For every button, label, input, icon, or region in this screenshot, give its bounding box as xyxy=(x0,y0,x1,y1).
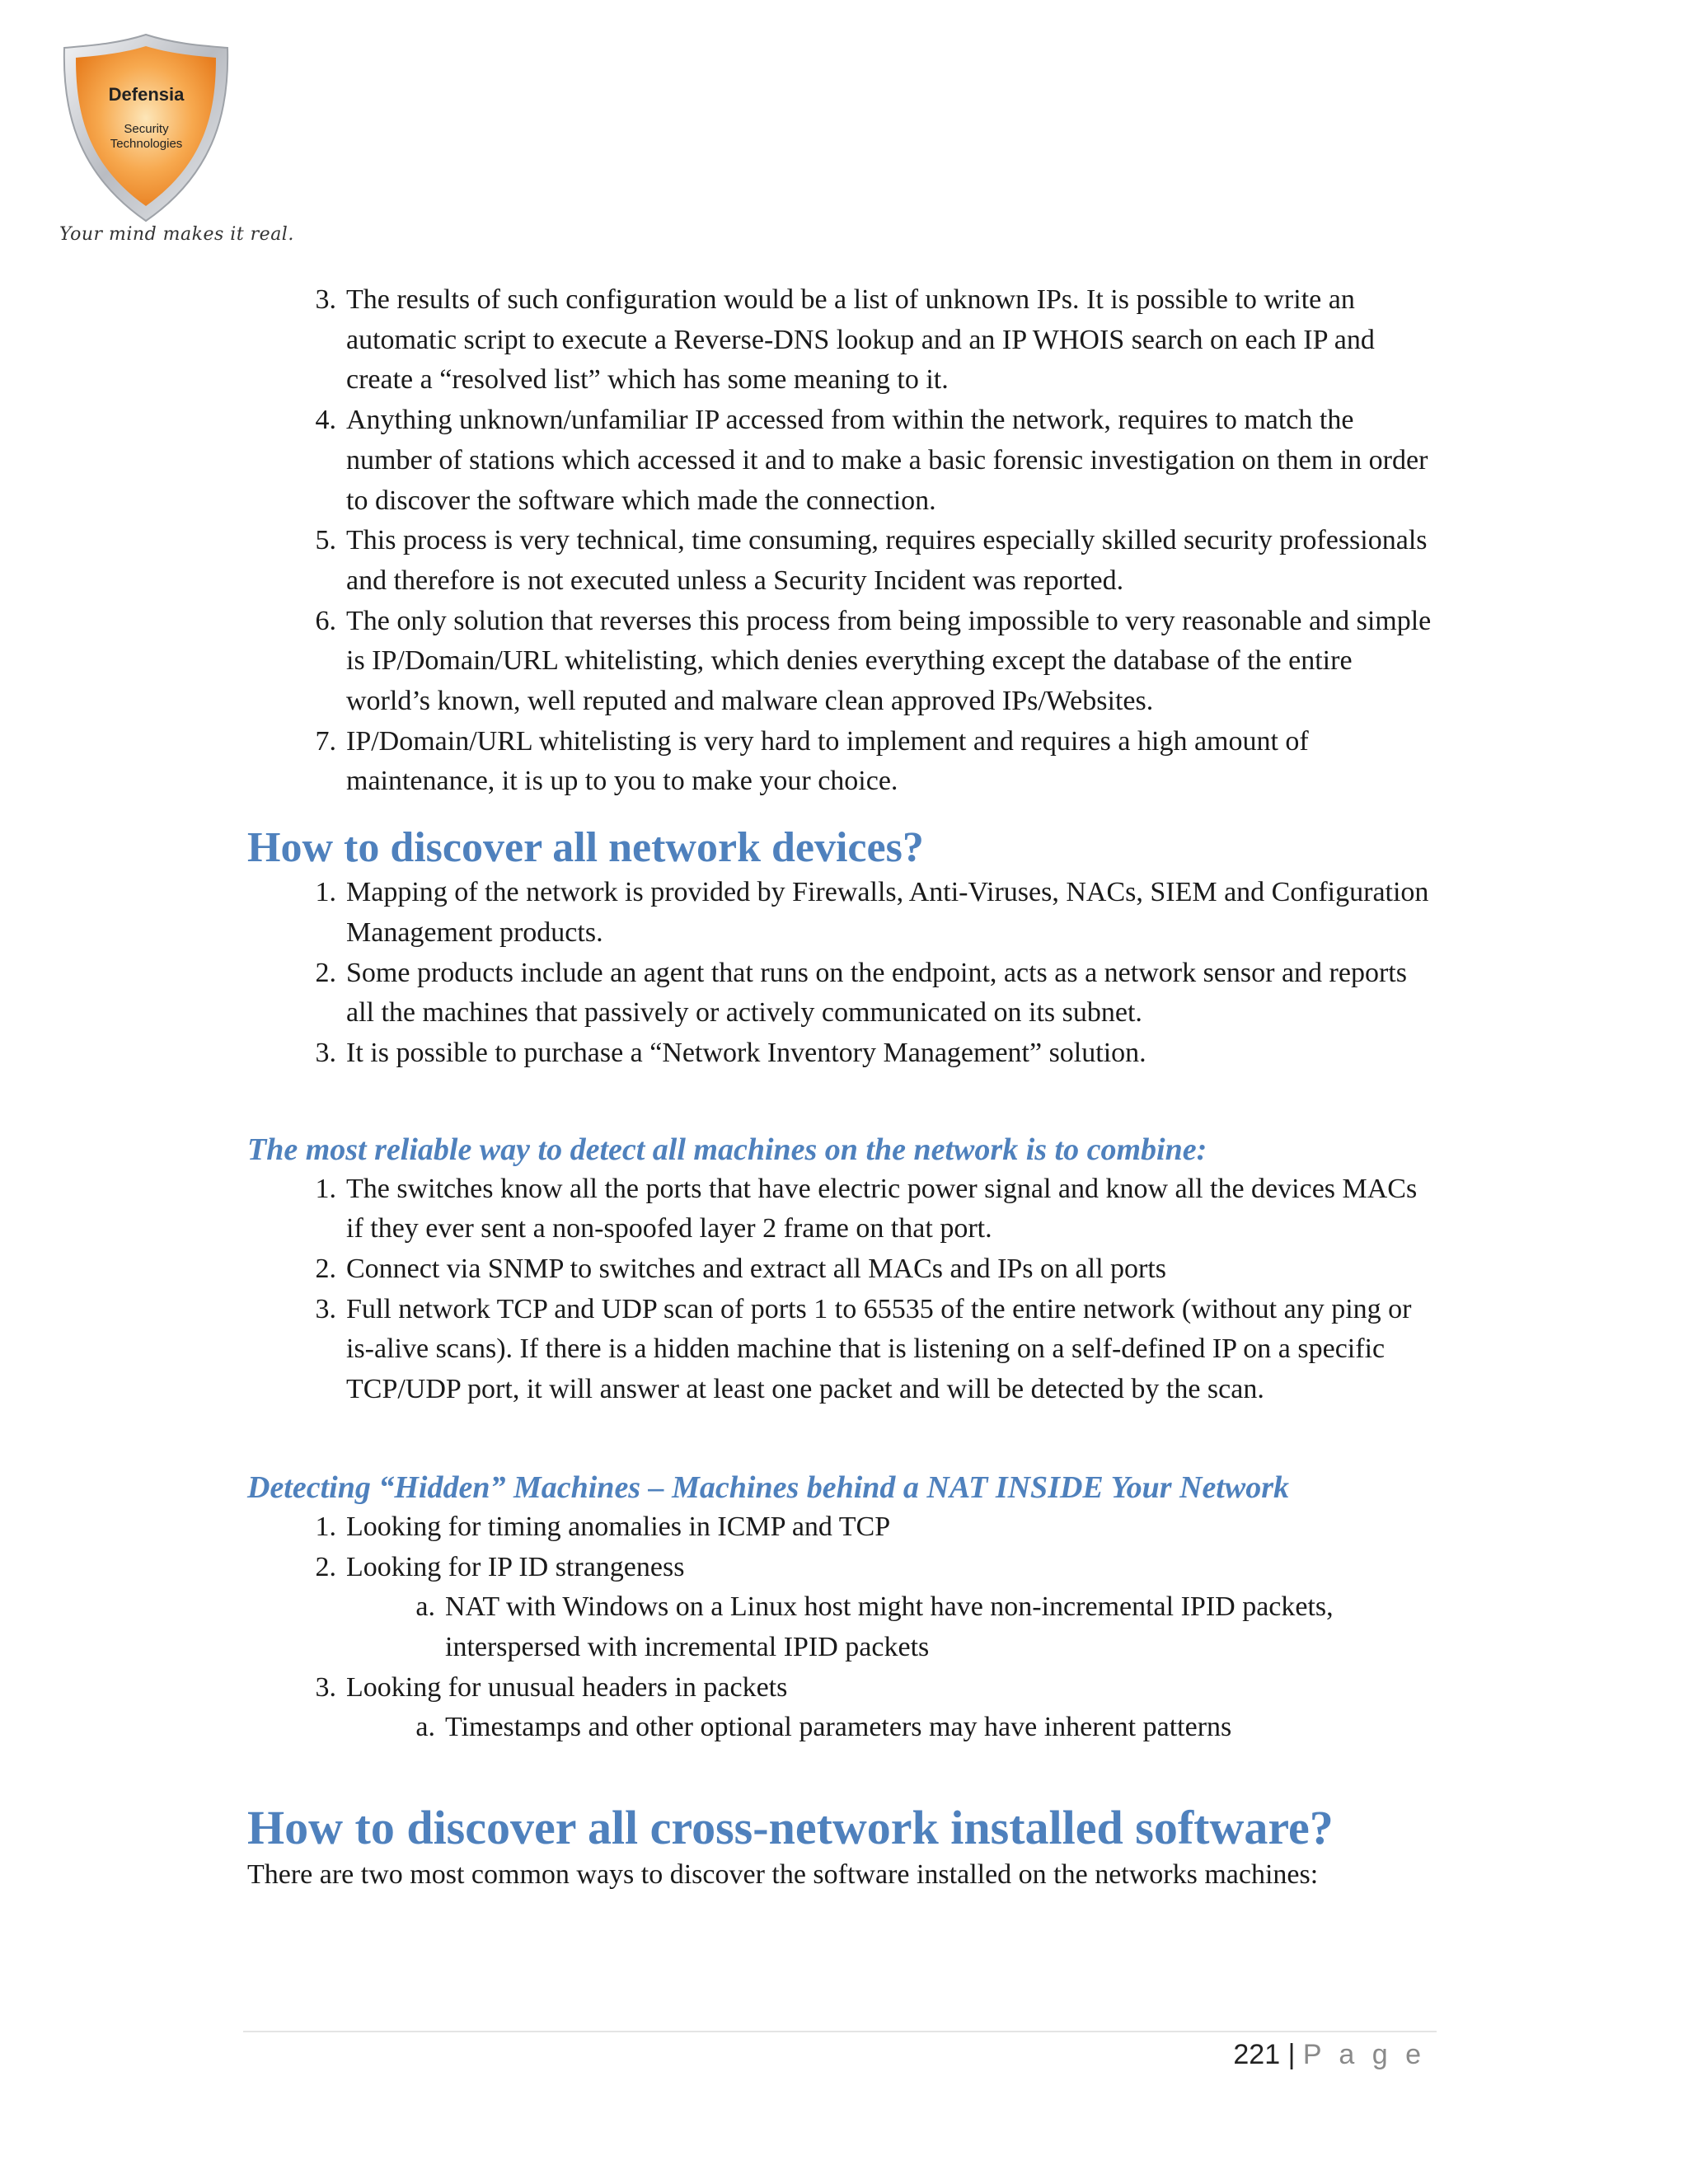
list-number: 1. xyxy=(315,1173,336,1204)
sub-list-text: NAT with Windows on a Linux host might have non-incremental IPID packets, interspersed with incremental IPID packets xyxy=(445,1591,1334,1662)
list-item xyxy=(247,1249,1434,1290)
list-item xyxy=(247,722,1434,802)
list-item xyxy=(247,1169,1434,1249)
list-text: Looking for unusual headers in packets xyxy=(346,1671,788,1703)
list-number: 2. xyxy=(315,957,336,988)
sub-list xyxy=(346,1587,1434,1667)
section-heading-network-devices: How to discover all network devices? xyxy=(247,824,924,872)
page-label: P a g e xyxy=(1302,2039,1426,2070)
sub-list-item xyxy=(346,1587,1434,1667)
list-item xyxy=(247,602,1434,722)
list-text: Looking for timing anomalies in ICMP and TCP xyxy=(346,1511,891,1542)
page-content xyxy=(247,280,1434,1895)
list-text: Mapping of the network is provided by Firewalls, Anti-Viruses, NACs, SIEM and Configuration Management products. xyxy=(346,877,1429,948)
list-number: 1. xyxy=(315,1511,336,1542)
list-item xyxy=(247,521,1434,601)
list-number: 4. xyxy=(315,405,336,436)
list-number: 3. xyxy=(315,1293,336,1324)
list-number: 6. xyxy=(315,605,336,636)
list-number: 3. xyxy=(315,284,336,315)
list-number: 5. xyxy=(315,525,336,556)
list-item xyxy=(247,1290,1434,1410)
list-number: 3. xyxy=(315,1037,336,1068)
list-number: 2. xyxy=(315,1551,336,1582)
section-heading-hidden-machines: Detecting “Hidden” Machines – Machines behind a NAT INSIDE Your Network xyxy=(247,1469,1290,1505)
section-heading-reliable-detection: The most reliable way to detect all machines on the network is to combine: xyxy=(247,1132,1207,1167)
logo-brand: Defensia xyxy=(108,84,185,105)
footer-separator: | xyxy=(1287,2039,1296,2070)
list-text: The only solution that reverses this process from being impossible to very reasonable and simple is IP/Domain/URL whitelisting, which denies everything except the database of the entire world’s known, well reputed and malware clean approved IPs/Websites. xyxy=(346,605,1432,717)
list-text: The results of such configuration would be a list of unknown IPs. It is possible to write an automatic script to execute a Reverse-DNS lookup and an IP WHOIS search on each IP and create a “resolved list” which has some meaning to it. xyxy=(346,284,1375,396)
list-item xyxy=(247,873,1434,953)
sub-list xyxy=(346,1708,1434,1748)
logo-sub-line1: Security xyxy=(124,122,169,136)
list-item xyxy=(247,1507,1434,1548)
section-body-installed-software: There are two most common ways to discover the software installed on the networks machines: xyxy=(247,1859,1319,1891)
logo-sub-line2: Technologies xyxy=(110,137,183,151)
list-text: This process is very technical, time consuming, requires especially skilled security professionals and therefore is not executed unless a Security Incident was reported. xyxy=(346,525,1428,596)
list-text: Connect via SNMP to switches and extract all MACs and IPs on all ports xyxy=(346,1254,1167,1285)
hidden-machines-list xyxy=(247,1507,1434,1748)
page-number: 221 xyxy=(1233,2039,1281,2070)
list-text: Looking for IP ID strangeness xyxy=(346,1551,685,1582)
list-text: The switches know all the ports that have electric power signal and know all the devices MACs if they ever sent a non-spoofed layer 2 frame on that port. xyxy=(346,1173,1418,1244)
list-item xyxy=(247,280,1434,401)
footer-divider xyxy=(243,2031,1437,2032)
list-item xyxy=(247,401,1434,521)
company-logo xyxy=(58,31,235,254)
list-text: Anything unknown/unfamiliar IP accessed from within the network, requires to match the number of stations which accessed it and to make a basic forensic investigation on them in order to discover the software which made the connection. xyxy=(346,405,1428,516)
list-text: Some products include an agent that runs on the endpoint, acts as a network sensor and reports all the machines that passively or actively communicated on its subnet. xyxy=(346,957,1407,1029)
list-text: IP/Domain/URL whitelisting is very hard to implement and requires a high amount of maintenance, it is up to you to make your choice. xyxy=(346,725,1309,797)
list-item xyxy=(247,1668,1434,1748)
list-item xyxy=(247,954,1434,1033)
logo-tagline: Your mind makes it real. xyxy=(59,224,294,245)
list-number: 3. xyxy=(315,1671,336,1703)
list-number: 7. xyxy=(315,725,336,757)
list-item xyxy=(247,1548,1434,1668)
intro-list xyxy=(247,280,1434,802)
section-heading-installed-software: How to discover all cross-network installed software? xyxy=(247,1801,1334,1855)
list-number: 1. xyxy=(315,877,336,908)
sub-list-letter: a. xyxy=(415,1591,435,1623)
list-text: It is possible to purchase a “Network Inventory Management” solution. xyxy=(346,1037,1146,1068)
sub-list-text: Timestamps and other optional parameters may have inherent patterns xyxy=(445,1712,1232,1743)
reliable-detection-list xyxy=(247,1169,1434,1410)
list-text: Full network TCP and UDP scan of ports 1 to 65535 of the entire network (without any ping or is-alive scans). If there is a hidden machine that is listening on a self-defined IP on a specific TCP/UDP port, it will answer at least one packet and will be detected by the scan. xyxy=(346,1293,1412,1405)
network-devices-list xyxy=(247,873,1434,1074)
logo-subtitle xyxy=(58,122,235,152)
list-item xyxy=(247,1033,1434,1074)
sub-list-letter: a. xyxy=(415,1712,435,1743)
sub-list-item xyxy=(346,1708,1434,1748)
list-number: 2. xyxy=(315,1254,336,1285)
page-footer xyxy=(1233,2039,1426,2071)
